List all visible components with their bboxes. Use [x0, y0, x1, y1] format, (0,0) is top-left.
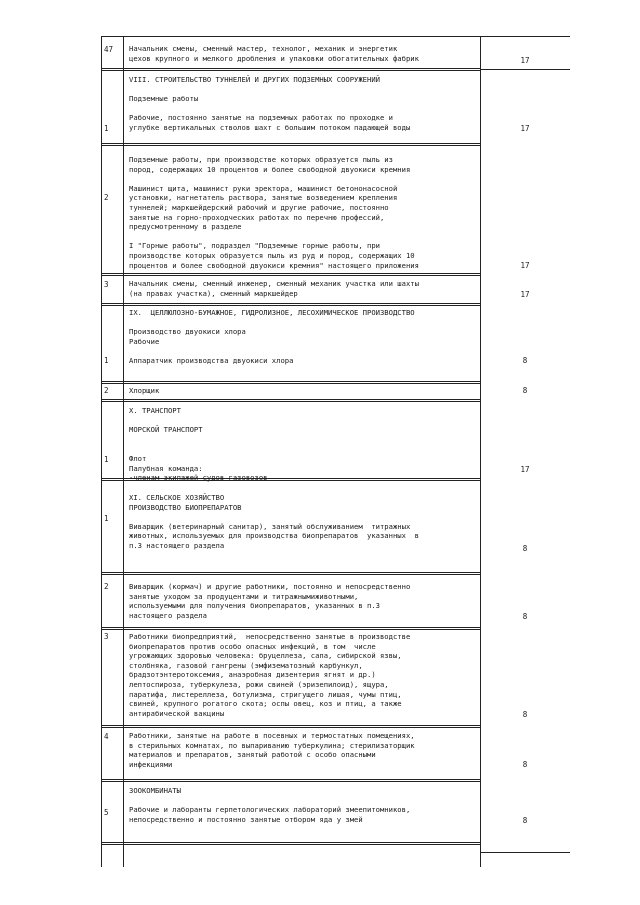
row-value: 8 — [522, 760, 528, 769]
text-line: п.3 настоящего раздела — [129, 540, 225, 550]
row-border — [101, 381, 480, 384]
table-border-left — [101, 36, 102, 867]
row-description — [129, 493, 479, 551]
text-line: свиней, крупного рогатого скота; оспы овец, коз и птиц, а также — [129, 699, 402, 709]
row-description — [129, 75, 479, 133]
text-line: паратифа, листереллеза, ботулизма, стригущего лишая, чумы птиц, — [129, 689, 402, 699]
text-line: Начальник смены, сменный инженер, сменный механик участка или шахты — [129, 279, 419, 288]
table-border-number-column — [123, 36, 124, 867]
row-value: 8 — [522, 612, 528, 621]
text-line: Машинист щита, машинист руки эректора, машинист бетононасосной — [129, 183, 398, 193]
row-value: 17 — [520, 261, 530, 270]
row-border-tick — [480, 69, 570, 70]
text-line: Работники, занятые на работе в посевных и термостатных помещениях, — [129, 731, 415, 740]
section-heading: X. ТРАНСПОРТ — [129, 406, 181, 415]
row-description — [129, 786, 479, 824]
text-line: Виварщик (ветеринарный санитар), занятый обслуживанием титражных — [129, 521, 411, 531]
text-line: процентов и более свободной двуокиси кремния" настоящего приложения — [129, 260, 419, 270]
row-number: 1 — [104, 356, 109, 365]
section-heading: VIII. СТРОИТЕЛЬСТВО ТУННЕЛЕЙ И ДРУГИХ ПОДЗЕМНЫХ СООРУЖЕНИЙ — [129, 75, 380, 84]
row-border — [101, 68, 480, 71]
row-border — [101, 572, 480, 575]
row-border-tick — [480, 36, 570, 37]
row-value: 8 — [522, 356, 528, 365]
text-line: I "Горные работы", подраздел "Подземные горные работы, при — [129, 241, 380, 251]
text-line: настоящего раздела — [129, 610, 207, 620]
text-line: пород, содержащих 10 процентов и более свободной двуокиси кремния — [129, 164, 411, 174]
subsection-heading: ПРОИЗВОДСТВО БИОПРЕПАРАТОВ — [129, 502, 242, 512]
text-line: Подземные работы, при производстве которых образуется пыль из — [129, 155, 393, 164]
section-heading: IX. ЦЕЛЛЮЛОЗНО-БУМАЖНОЕ, ГИДРОЛИЗНОЕ, ЛЕСОХИМИЧЕСКОЕ ПРОИЗВОДСТВО — [129, 308, 415, 317]
row-description — [129, 632, 479, 718]
text-line: Рабочие, постоянно занятые на подземных работах по проходке и — [129, 113, 393, 123]
row-description — [129, 155, 479, 270]
row-value: 8 — [522, 816, 528, 825]
text-line: углубке вертикальных стволов шахт с большим потоком падающей воды — [129, 122, 411, 132]
text-line: антирабической вакцины — [129, 708, 225, 718]
row-number: 2 — [104, 386, 109, 395]
subsection-heading: Рабочие — [129, 336, 160, 346]
row-border-tick — [480, 852, 570, 853]
text-line: предусмотренному в разделе — [129, 222, 242, 232]
text-line: занятые на горно-проходческих работах по перечню профессий, — [129, 212, 385, 222]
row-number: 1 — [104, 124, 109, 133]
text-line: инфекциями — [129, 759, 173, 769]
row-description — [129, 279, 479, 298]
text-line: используемыми для получения биопрепаратов, указанных в п.3 — [129, 601, 380, 611]
row-border — [101, 273, 480, 276]
text-line: Флот — [129, 453, 147, 463]
text-line: Хлорщик — [129, 386, 160, 395]
row-description — [129, 386, 479, 396]
row-number: 3 — [104, 632, 109, 641]
row-description — [129, 731, 479, 769]
row-border — [101, 725, 480, 728]
text-line: лептоспироза, туберкулеза, рожи свиней (эризепилоид), ящура, — [129, 679, 389, 689]
text-line: материалов и препаратов, занятый работой с особо опасными — [129, 750, 376, 760]
text-line: Палубная команда: — [129, 463, 203, 473]
text-line: Начальник смены, сменный мастер, технолог, механик и энергетик — [129, 44, 398, 53]
text-line: в стерильных комнатах, по выпариванию туберкулина; стерилизаторщик — [129, 740, 415, 750]
text-line: животных, используемых для производства биопрепаратов указанных в — [129, 531, 419, 541]
row-number: 5 — [104, 808, 109, 817]
row-number: 1 — [104, 455, 109, 464]
text-line: Рабочие и лаборанты герпетологических лабораторий змеепитомников, — [129, 805, 411, 815]
table-border-value-column — [480, 36, 481, 867]
text-line: туннелей; маркшейдерский рабочий и другие рабочие, постоянно — [129, 202, 389, 212]
row-value: 17 — [520, 56, 530, 65]
row-number: 47 — [104, 45, 114, 54]
row-value: 17 — [520, 124, 530, 133]
text-line: непосредственно и постоянно занятые отбором яда у змей — [129, 814, 363, 824]
text-line: столбняка, газовой гангрены (эмфизематозный карбункул, — [129, 660, 363, 670]
row-border — [101, 779, 480, 782]
row-number: 1 — [104, 514, 109, 523]
row-value: 17 — [520, 465, 530, 474]
row-description — [129, 406, 479, 483]
text-line: Виварщик (кормач) и другие работники, постоянно и непосредственно — [129, 582, 411, 591]
row-border — [101, 303, 480, 306]
row-border — [101, 36, 480, 37]
row-value: 8 — [522, 386, 528, 395]
subsection-heading: Производство двуокиси хлора — [129, 327, 246, 337]
row-border — [101, 842, 480, 845]
row-number: 2 — [104, 582, 109, 591]
text-line: Работники биопредприятий, непосредственно занятые в производстве — [129, 632, 411, 641]
row-value: 17 — [520, 290, 530, 299]
text-line: угрожающих здоровью человека: бруцеллеза, сапа, сибирской язвы, — [129, 651, 402, 661]
row-number: 4 — [104, 732, 109, 741]
subsection-heading: Подземные работы — [129, 94, 199, 104]
text-line: установки, нагнетатель раствора, занятые возведением крепления — [129, 193, 398, 203]
row-description — [129, 308, 479, 366]
text-line: Аппаратчик производства двуокиси хлора — [129, 355, 294, 365]
row-number: 2 — [104, 193, 109, 202]
row-border — [101, 627, 480, 630]
section-heading: XI. СЕЛЬСКОЕ ХОЗЯЙСТВО — [129, 493, 225, 502]
row-number: 3 — [104, 280, 109, 289]
subsection-heading: ЗООКОМБИНАТЫ — [129, 786, 181, 795]
text-line: биопрепаратов против особо опасных инфекций, в том числе — [129, 641, 376, 651]
row-border — [101, 399, 480, 402]
text-line: (на правах участка), сменный маркшейдер — [129, 288, 298, 298]
row-description — [129, 582, 479, 620]
row-value: 8 — [522, 544, 528, 553]
row-description — [129, 44, 479, 63]
text-line: цехов крупного и мелкого дробления и упаковки обогатительных фабрик — [129, 53, 419, 63]
row-border — [101, 143, 480, 146]
text-line: занятые уходом за продуцентами и титражнымиживотными, — [129, 591, 359, 601]
row-value: 8 — [522, 710, 528, 719]
text-line: -членам экипажей судов газовозов — [129, 473, 268, 483]
text-line: производстве которых образуется пыль из руд и пород, содержащих 10 — [129, 250, 415, 260]
subsection-heading: МОРСКОЙ ТРАНСПОРТ — [129, 425, 203, 435]
text-line: брадзотэнтеротоксемия, анаэробная дизентерия ягнят и др.) — [129, 670, 376, 680]
